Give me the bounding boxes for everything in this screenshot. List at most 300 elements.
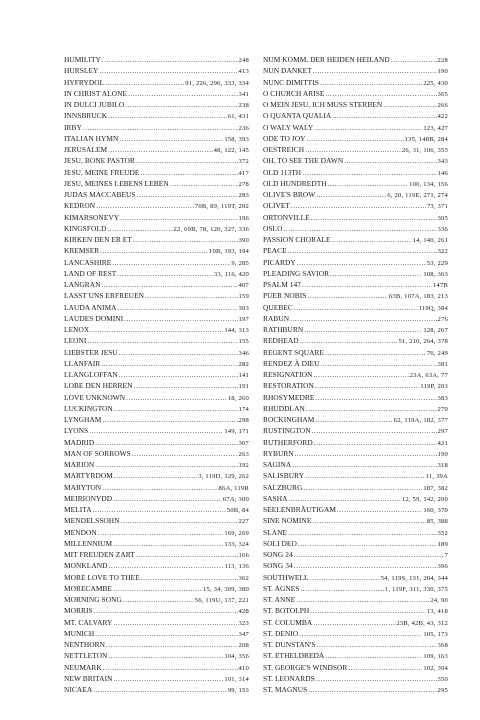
tune-name: HURSLEY: [64, 66, 99, 76]
index-entry: [64, 133, 249, 144]
index-entry: [263, 504, 448, 515]
hymn-numbers: 133, 324: [224, 540, 249, 548]
hymn-numbers: 187, 382: [423, 484, 448, 492]
hymn-numbers: 298: [238, 417, 249, 424]
index-entry: [263, 515, 448, 526]
hymn-numbers: 70B, 89, 119T, 202: [194, 203, 249, 211]
tune-name: PASSION CHORALE: [263, 235, 331, 244]
hymn-numbers: 119P, 203: [420, 383, 448, 391]
tune-name: LENOX: [64, 325, 90, 334]
hymn-numbers: 50B, 84: [226, 507, 249, 514]
tune-name: LEONI: [64, 336, 87, 346]
dot-leader: [315, 381, 420, 391]
hymn-numbers: 421: [437, 439, 448, 447]
hymn-numbers: 1, 119F, 311, 330, 375: [384, 585, 448, 593]
dot-leader: [288, 494, 400, 504]
tune-name: ST. MAGNUS: [263, 685, 308, 694]
index-entry: [64, 54, 249, 65]
index-entry: [263, 335, 448, 346]
tune-name: KIRKEN DEN ER ET: [64, 235, 132, 244]
index-entry: [263, 290, 448, 301]
dot-leader: [304, 325, 422, 335]
index-entry: [64, 515, 249, 526]
tune-name: IN DULCI JUBILO: [64, 100, 125, 109]
hymn-numbers: 102, 394: [423, 664, 448, 672]
index-entry: [64, 77, 249, 88]
hymn-numbers: 196: [238, 214, 249, 222]
hymn-numbers: 297: [437, 428, 448, 436]
hymn-numbers: 99, 153: [227, 687, 249, 694]
index-entry: [64, 358, 249, 369]
tune-name: RUSTINGTON: [263, 426, 311, 436]
index-entry: [263, 133, 448, 144]
tune-name: OESTREICH: [263, 145, 305, 154]
hymn-numbers: 283: [238, 192, 249, 199]
index-entry: [263, 200, 448, 211]
hymn-numbers: 225, 430: [423, 79, 448, 87]
hymn-numbers: 147B: [432, 282, 448, 289]
dot-leader: [93, 505, 226, 515]
hymn-numbers: 282: [238, 360, 249, 368]
tune-name: SEELENBRÄUTIGAM: [263, 505, 337, 514]
index-entry: [64, 527, 249, 538]
index-entry: [263, 470, 448, 481]
dot-leader: [313, 618, 395, 628]
dot-leader: [107, 224, 172, 234]
index-entry: [263, 212, 448, 223]
left-index-column: [64, 54, 249, 695]
dot-leader: [305, 471, 424, 481]
tune-name: SINE NOMINE: [263, 516, 312, 526]
dot-leader: [170, 179, 238, 189]
dot-leader: [316, 674, 437, 684]
index-entry: [263, 189, 448, 200]
tune-name: RUTHERFORD: [263, 437, 313, 447]
index-entry: [263, 99, 448, 110]
hymn-numbers: 3, 119D, 129, 262: [198, 473, 249, 481]
tune-name: NENTHORN: [64, 640, 106, 649]
dot-leader: [344, 156, 436, 166]
hymn-numbers: 396: [437, 563, 448, 571]
dot-leader: [145, 291, 237, 301]
hymn-numbers: 407: [238, 282, 249, 289]
hymn-numbers: 63B, 107A, 183, 213: [388, 293, 448, 301]
index-entry: [64, 392, 249, 403]
hymn-numbers: 276: [437, 315, 448, 323]
tune-name: NETTLETON: [64, 651, 108, 661]
index-entry: [263, 245, 448, 256]
dot-leader: [332, 235, 412, 245]
index-entry: [263, 77, 448, 88]
index-entry: [64, 212, 249, 223]
tune-name: O QUANTA QUALIA: [263, 111, 332, 121]
hymn-numbers: 128, 267: [423, 327, 448, 334]
dot-leader: [109, 561, 224, 571]
index-entry: [64, 594, 249, 605]
index-entry: [64, 302, 249, 313]
tune-name: MUNICH: [64, 628, 95, 638]
index-entry: [263, 155, 448, 166]
hymn-numbers: 48, 122, 145: [213, 147, 249, 154]
index-entry: [64, 223, 249, 234]
index-entry: [263, 358, 448, 369]
dot-leader: [294, 561, 437, 571]
dot-leader: [328, 179, 408, 189]
index-entry: [64, 549, 249, 560]
dot-leader: [120, 213, 237, 223]
index-entry: [64, 335, 249, 346]
index-entry: [263, 302, 448, 313]
tune-name: SASHA: [263, 493, 288, 503]
dot-leader: [102, 55, 238, 65]
tune-name: MIT FREUDEN ZART: [64, 550, 135, 559]
tune-name: KEDRON: [64, 201, 96, 211]
dot-leader: [320, 78, 422, 88]
tune-name: ST. LEONARDS: [263, 673, 315, 683]
hymn-numbers: 169, 269: [224, 529, 249, 537]
index-entry: [64, 290, 249, 301]
index-entry: [263, 425, 448, 436]
index-entry: [64, 662, 249, 673]
tune-name: MEIRIONYDD: [64, 493, 113, 503]
tune-name: JERUSALEM: [64, 145, 108, 154]
hymn-numbers: 158, 393: [224, 135, 249, 143]
hymn-numbers: 33, 116, 420: [213, 270, 249, 278]
index-entry: [263, 347, 448, 358]
tune-name: QUEBEC: [263, 302, 293, 312]
index-entry: [263, 279, 448, 290]
tune-name: PEACE: [263, 246, 287, 256]
dot-leader: [103, 663, 238, 673]
index-entry: [263, 144, 448, 155]
index-entry: [64, 178, 249, 189]
index-entry: [64, 425, 249, 436]
dot-leader: [330, 269, 422, 279]
dot-leader: [90, 325, 223, 335]
hymn-numbers: 109, 163: [423, 653, 448, 661]
hymn-numbers: 174: [238, 405, 249, 413]
index-entry: [64, 99, 249, 110]
index-entry: [64, 414, 249, 425]
hymn-numbers: 9, 285: [231, 259, 249, 267]
hymn-numbers: 119Q, 384: [418, 304, 448, 312]
dot-leader: [124, 314, 237, 324]
dot-leader: [117, 269, 213, 279]
hymn-numbers: 372: [238, 158, 249, 166]
dot-leader: [118, 303, 238, 313]
dot-leader: [311, 213, 437, 223]
tune-name: LAUDES DOMINI: [64, 313, 124, 323]
tune-name: ST. DUNSTAN'S: [263, 640, 316, 649]
dot-leader: [294, 550, 444, 560]
hymn-numbers: 350: [437, 675, 448, 683]
tune-name: LASST UNS ERFREUEN: [64, 291, 145, 301]
index-entry: [263, 617, 448, 628]
tune-name: MADRID: [64, 437, 95, 447]
tune-name: OSLO: [263, 223, 283, 233]
tune-name: O MEIN JESU, ICH MUSS STERBEN: [263, 100, 383, 109]
hymn-numbers: 263: [238, 450, 249, 458]
tune-name: LLANGLOFFAN: [64, 370, 118, 379]
tune-name: NEUMARK: [64, 662, 102, 672]
dot-leader: [98, 528, 224, 538]
tune-name: PICARDY: [263, 257, 296, 267]
tune-name: MONKLAND: [64, 561, 108, 571]
hymn-numbers: 278: [238, 180, 249, 188]
dot-leader: [96, 201, 194, 211]
hymn-numbers: 76, 249: [426, 349, 448, 357]
hymn-numbers: 295: [437, 687, 448, 694]
hymn-numbers: 383: [437, 394, 448, 402]
hymn-numbers: 6, 20, 119E, 271, 274: [387, 192, 448, 199]
hymn-numbers: 192: [238, 462, 249, 469]
hymn-numbers: 352: [437, 529, 448, 537]
dot-leader: [141, 573, 238, 583]
index-entry: [263, 594, 448, 605]
dot-leader: [288, 528, 436, 538]
hymn-numbers: 190: [437, 68, 448, 76]
hymn-numbers: 341: [238, 90, 249, 98]
dot-leader: [140, 168, 237, 178]
index-entry: [263, 54, 448, 65]
tune-name: LYNGHAM: [64, 415, 102, 424]
tune-name: ODE TO JOY: [263, 133, 306, 143]
hymn-numbers: 19B, 193, 194: [209, 248, 249, 256]
hymn-numbers: 368: [437, 642, 448, 649]
hymn-numbers: 104, 356: [224, 653, 249, 661]
tune-name: OLIVET: [263, 201, 290, 211]
hymn-numbers: 91, 226, 296, 333, 334: [185, 79, 249, 87]
tune-name: LAND OF REST: [64, 268, 117, 278]
hymn-numbers: 336: [437, 225, 448, 233]
tune-name: JESU, MEINE FREUDE: [64, 167, 140, 177]
dot-leader: [113, 618, 237, 628]
tune-name: NEW BRITAIN: [64, 673, 113, 683]
hymn-numbers: 18, 260: [227, 394, 249, 402]
index-entry: [263, 234, 448, 245]
hymn-numbers: 53, 229: [426, 259, 448, 267]
dot-leader: [300, 584, 383, 594]
tune-name: JESU, MEINES LEBENS LEBEN: [64, 178, 169, 188]
hymn-numbers: 307: [238, 439, 249, 447]
dot-leader: [294, 303, 418, 313]
index-entry: [263, 414, 448, 425]
index-entry: [263, 583, 448, 594]
tune-name: SALISBURY: [263, 471, 305, 481]
hymn-numbers: 149, 171: [224, 428, 249, 436]
tune-name: O CHURCH ARISE: [263, 88, 325, 98]
tune-name: OLD 113TH: [263, 167, 302, 177]
hymn-numbers: 428: [238, 608, 249, 616]
index-entry: [64, 459, 249, 470]
hymn-numbers: 113, 136: [224, 563, 249, 571]
hymn-numbers: 22, 69B, 78, 120, 327, 336: [173, 225, 249, 233]
dot-leader: [302, 168, 436, 178]
hymn-numbers: 23B, 42B, 43, 312: [396, 619, 448, 627]
index-entry: [263, 257, 448, 268]
tune-name: LYONS: [64, 426, 89, 436]
index-entry: [263, 122, 448, 133]
dot-leader: [348, 663, 422, 673]
hymn-numbers: 318: [437, 462, 448, 469]
dot-leader: [101, 359, 237, 369]
index-entry: [263, 380, 448, 391]
hymn-numbers: 197: [238, 315, 249, 323]
dot-leader: [312, 426, 437, 436]
tune-name: IN CHRIST ALONE: [64, 88, 128, 98]
dot-leader: [391, 55, 437, 65]
dot-leader: [119, 348, 238, 358]
index-entry: [64, 583, 249, 594]
dot-leader: [315, 415, 392, 425]
tune-name: RYBURN: [263, 448, 294, 458]
index-entry: [263, 628, 448, 639]
hymn-numbers: 381: [437, 360, 448, 368]
tune-name: ROCKINGHAM: [263, 415, 315, 424]
dot-leader: [314, 123, 422, 133]
tune-name: OLD HUNDREDTH: [263, 178, 327, 188]
hymn-numbers: 51, 210, 264, 378: [398, 338, 448, 346]
dot-leader: [302, 280, 432, 290]
hymn-numbers: 227: [238, 518, 249, 526]
dot-leader: [99, 66, 237, 76]
dot-leader: [313, 370, 408, 380]
index-entry: [64, 257, 249, 268]
tune-name: OH, TO SEE THE DAWN: [263, 156, 344, 166]
dot-leader: [308, 685, 436, 695]
dot-leader: [305, 145, 401, 155]
index-entry: [263, 662, 448, 673]
dot-leader: [295, 449, 437, 459]
dot-leader: [108, 111, 227, 121]
dot-leader: [288, 246, 437, 256]
index-entry: [263, 268, 448, 279]
dot-leader: [298, 539, 437, 549]
index-entry: [64, 650, 249, 661]
dot-leader: [112, 258, 230, 268]
hymn-numbers: 62, 119A, 182, 377: [393, 417, 448, 424]
hymn-numbers: 86A, 119R: [218, 484, 249, 492]
index-entry: [64, 347, 249, 358]
index-entry: [64, 470, 249, 481]
index-entry: [64, 279, 249, 290]
dot-leader: [100, 246, 208, 256]
tune-name: ST. BOTOLPH: [263, 606, 310, 616]
dot-leader: [307, 134, 404, 144]
dot-leader: [119, 134, 223, 144]
hymn-numbers: 146: [437, 169, 448, 177]
index-entry: [64, 200, 249, 211]
tune-name: RESTORATION: [263, 381, 314, 391]
index-entry: [263, 369, 448, 380]
tune-name: SLANE: [263, 527, 288, 537]
dot-leader: [102, 483, 217, 493]
tune-name: LLANFAIR: [64, 358, 101, 368]
dot-leader: [95, 460, 237, 470]
index-entry: [64, 88, 249, 99]
dot-leader: [136, 550, 238, 560]
index-entry: [64, 245, 249, 256]
index-entry: [64, 268, 249, 279]
hymn-numbers: 100, 134, 156: [409, 180, 448, 188]
index-entry: [263, 459, 448, 470]
dot-leader: [105, 78, 184, 88]
tune-name: NUN DANKET: [263, 66, 312, 76]
tune-name: MT. CALVARY: [64, 617, 113, 627]
tune-name: SOLI DEO: [263, 538, 297, 548]
index-entry: [64, 65, 249, 76]
index-entry: [263, 392, 448, 403]
tune-name: PSALM 147: [263, 280, 302, 289]
dot-leader: [290, 314, 436, 324]
index-entry: [263, 437, 448, 448]
hymn-numbers: 26, 31, 106, 353: [401, 147, 448, 154]
tune-name: MENDON: [64, 527, 97, 537]
hymn-numbers: 123, 427: [423, 124, 448, 132]
hymn-numbers: 160, 370: [423, 507, 448, 514]
index-entry: [64, 189, 249, 200]
tune-name: SONG 34: [263, 561, 293, 571]
index-entry: [263, 482, 448, 493]
hymn-numbers: 266: [437, 102, 448, 109]
hymn-numbers: 417: [238, 169, 249, 177]
dot-leader: [93, 685, 227, 695]
tune-name: MORNING SONG: [64, 595, 122, 604]
hymn-numbers: 343: [437, 158, 448, 166]
tune-name: LUCKINGTON: [64, 403, 113, 413]
hymn-numbers: 346: [238, 349, 249, 357]
hymn-numbers: 422: [437, 113, 448, 121]
dot-leader: [132, 449, 238, 459]
dot-leader: [317, 640, 437, 650]
tune-name: MARYTON: [64, 482, 102, 492]
hymn-numbers: 12, 59, 142, 200: [401, 495, 448, 503]
tune-name: NICAEA: [64, 685, 93, 694]
dot-leader: [316, 190, 386, 200]
dot-leader: [325, 651, 422, 661]
index-entry: [263, 538, 448, 549]
dot-leader: [291, 201, 426, 211]
tune-name: MARTYRDOM: [64, 471, 113, 481]
tune-name: SALZBURG: [263, 482, 303, 492]
tune-name: OLIVE'S BROW: [263, 190, 316, 199]
hymn-numbers: 73, 371: [426, 203, 448, 211]
tune-name: MELITA: [64, 505, 92, 514]
dot-leader: [119, 370, 238, 380]
tune-name: ST. ETHELDREDA: [263, 651, 325, 661]
hymn-numbers: 85, 388: [426, 518, 448, 526]
tune-name: NUNC DIMITTIS: [263, 77, 319, 87]
tune-name: KREMSER: [64, 246, 100, 256]
index-entry: [263, 167, 448, 178]
hymn-numbers: 14, 140, 261: [412, 237, 448, 244]
index-entry: [263, 527, 448, 538]
dot-leader: [114, 471, 197, 481]
dot-leader: [314, 438, 437, 448]
tune-name: LIEBSTER JESU: [64, 347, 118, 357]
dot-leader: [332, 111, 436, 121]
dot-leader: [312, 516, 425, 526]
tune-name: MORE LOVE TO THEE: [64, 572, 140, 582]
index-entry: [263, 549, 448, 560]
index-entry: [263, 88, 448, 99]
dot-leader: [108, 651, 223, 661]
tune-name: RESIGNATION: [263, 370, 313, 379]
hymn-numbers: 155: [238, 338, 249, 346]
dot-leader: [310, 573, 380, 583]
tune-name: LAUDA ANIMA: [64, 302, 117, 312]
dot-leader: [310, 606, 426, 616]
